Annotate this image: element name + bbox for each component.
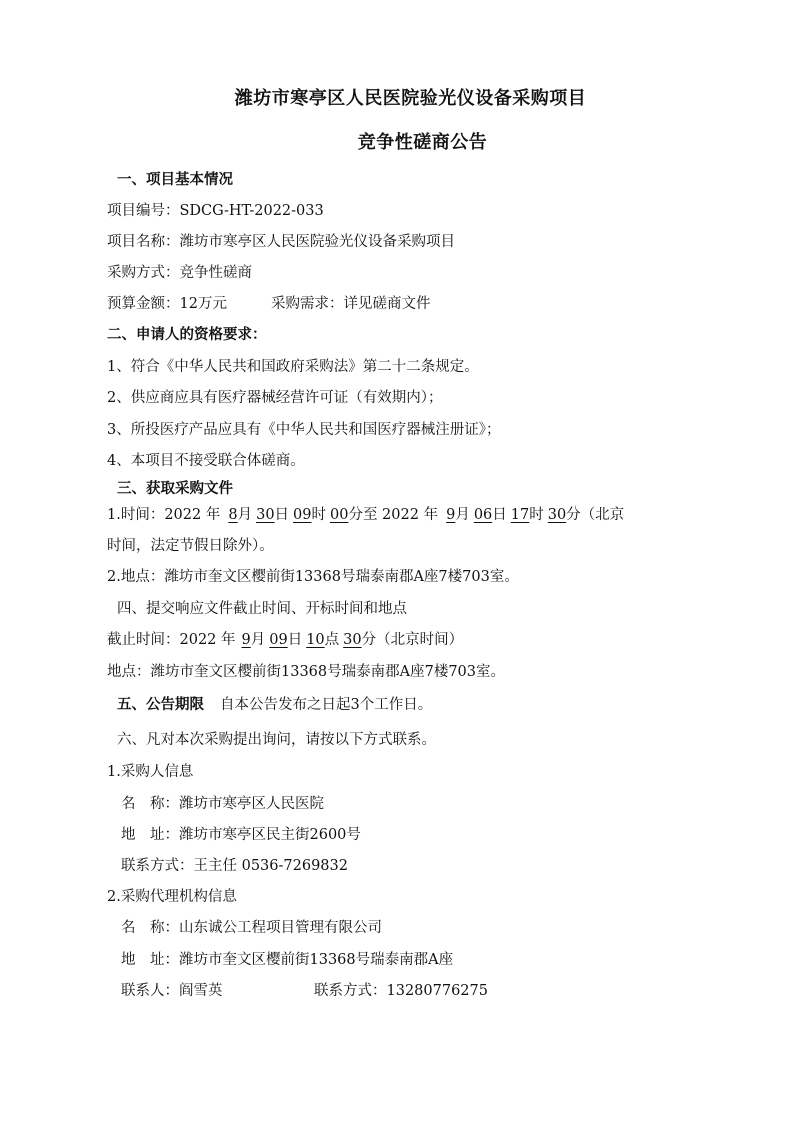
submission-place: 地点：潍坊市奎文区樱前街13368号瑞泰南郡A座7楼703室。 (107, 664, 505, 680)
unit-month: 月 (237, 507, 253, 523)
start-hour: 09 (293, 507, 312, 523)
project-name: 项目名称：潍坊市寒亭区人民医院验光仪设备采购项目 (107, 234, 455, 250)
start-month: 8 (228, 507, 238, 523)
unit-hour-2: 时 (529, 507, 544, 523)
end-day: 06 (473, 507, 493, 523)
acquisition-time (107, 505, 624, 525)
agency-name: 名 称：山东诚公工程项目管理有限公司 (121, 920, 382, 936)
deadline-day: 09 (269, 632, 288, 648)
end-month: 9 (446, 507, 456, 523)
unit-hour: 时 (311, 507, 326, 523)
start-minute: 00 (330, 507, 349, 523)
purchaser-address: 地 址：潍坊市寒亭区民主街2600号 (121, 827, 361, 843)
project-number: 项目编号：SDCG-HT-2022-033 (107, 203, 324, 219)
deadline-month: 9 (241, 632, 251, 648)
section1-heading: 一、项目基本情况 (117, 171, 233, 188)
unit-day: 日 (274, 507, 290, 523)
qualification-item-3: 3、所投医疗产品应具有《中华人民共和国医疗器械注册证》； (107, 422, 501, 438)
section5-heading: 五、公告期限 (117, 696, 204, 713)
qualification-item-2: 2、供应商应具有医疗器械经营许可证（有效期内）； (107, 390, 443, 406)
agency-contact-phone: 联系方式：13280776275 (314, 983, 488, 999)
section3-heading: 三、获取采购文件 (117, 480, 233, 497)
qualification-item-4: 4、本项目不接受联合体磋商。 (107, 453, 305, 469)
purchaser-heading: 1.采购人信息 (107, 764, 194, 780)
deadline-unit-month: 月 (250, 632, 266, 648)
notice-period (117, 695, 432, 715)
deadline-hour: 10 (306, 632, 325, 648)
section4-heading: 四、提交响应文件截止时间、开标时间和地点 (117, 601, 407, 617)
to-year: 分至 2022 年 (348, 507, 439, 523)
unit-month-2: 月 (455, 507, 470, 523)
procurement-method: 采购方式：竞争性磋商 (107, 265, 252, 281)
deadline-suffix: 分（北京时间） (361, 632, 464, 648)
deadline-minute: 30 (343, 632, 362, 648)
deadline-unit-day: 日 (287, 632, 303, 648)
acquisition-time-prefix: 1.时间：2022 年 (107, 507, 221, 523)
agency-address: 地 址：潍坊市奎文区樱前街13368号瑞泰南郡A座 (121, 952, 454, 968)
acquisition-time-suffix: 分（北京 (566, 507, 625, 523)
qualification-item-1: 1、符合《中华人民共和国政府采购法》第二十二条规定。 (107, 359, 479, 375)
agency-contact-person: 联系人：阎雪英 (121, 983, 223, 999)
purchaser-name: 名 称：潍坊市寒亭区人民医院 (121, 796, 324, 812)
document-subtitle: 竞争性磋商公告 (357, 132, 488, 153)
purchaser-contact: 联系方式：王主任 0536-7269832 (121, 858, 348, 874)
end-hour: 17 (510, 507, 530, 523)
unit-day-2: 日 (492, 507, 507, 523)
end-minute: 30 (547, 507, 567, 523)
deadline-prefix: 截止时间：2022 年 (107, 632, 236, 648)
acquisition-time-continued: 时间，法定节假日除外）。 (107, 538, 274, 554)
submission-deadline (107, 630, 463, 650)
section2-heading: 二、申请人的资格要求： (107, 326, 267, 343)
agency-heading: 2.采购代理机构信息 (107, 889, 237, 905)
budget-amount: 预算金额：12万元 (107, 296, 227, 312)
section6-heading: 六、凡对本次采购提出询问，请按以下方式联系。 (117, 732, 436, 748)
procurement-requirement: 采购需求：详见磋商文件 (271, 296, 431, 312)
deadline-unit-hour: 点 (324, 632, 340, 648)
start-day: 30 (256, 507, 275, 523)
acquisition-place: 2.地点：潍坊市奎文区樱前街13368号瑞泰南郡A座7楼703室。 (107, 569, 519, 585)
document-title: 潍坊市寒亭区人民医院验光仪设备采购项目 (234, 88, 587, 109)
notice-period-text: 自本公告发布之日起3个工作日。 (220, 697, 433, 713)
